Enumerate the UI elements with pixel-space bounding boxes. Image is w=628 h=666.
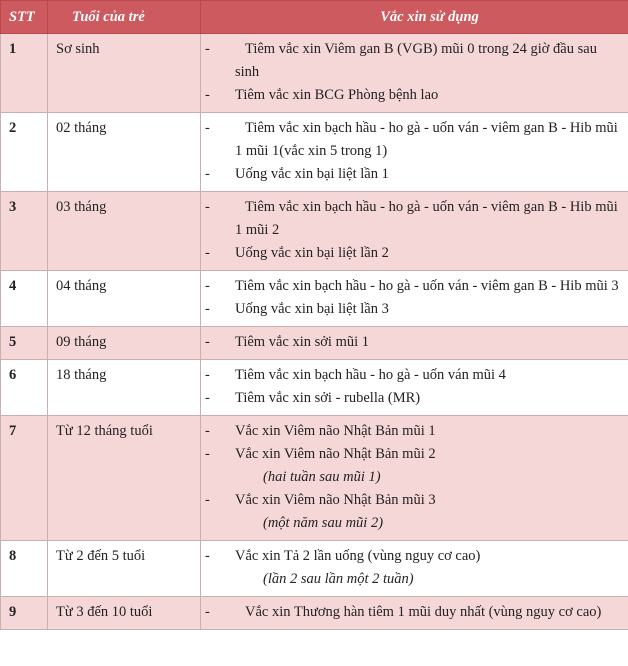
vaccine-text: Tiêm vắc xin bạch hầu - ho gà - uốn ván mũi 4: [235, 367, 506, 383]
table-row: [1, 327, 628, 360]
table-row: [1, 597, 628, 630]
row-age: Từ 2 đến 5 tuổi: [48, 541, 201, 597]
dash-bullet: -: [205, 390, 210, 406]
vaccine-text: Uống vắc xin bại liệt lần 1: [235, 166, 389, 182]
row-vaccines: [201, 327, 628, 360]
vaccine-text: Tiêm vắc xin sởi - rubella (MR): [235, 390, 421, 406]
vaccine-text: Vắc xin Tả 2 lần uống (vùng nguy cơ cao): [235, 548, 481, 564]
header-vaccine: Vắc xin sử dụng: [201, 1, 628, 34]
header-stt: STT: [1, 1, 48, 34]
vaccine-item: [205, 275, 622, 298]
row-stt: 6: [1, 360, 48, 416]
dash-bullet: -: [205, 334, 210, 350]
vaccine-note: (lần 2 sau lần một 2 tuần): [263, 571, 414, 587]
vaccine-item: [205, 420, 622, 443]
dash-bullet: -: [205, 166, 210, 182]
row-stt: 7: [1, 416, 48, 541]
vaccine-item: [205, 443, 622, 466]
row-vaccines: [201, 113, 628, 192]
vaccine-text: Tiêm vắc xin Viêm gan B (VGB) mũi 0 trong 24 giờ đầu sau sinh: [235, 41, 597, 80]
dash-bullet: -: [205, 199, 210, 215]
vaccine-text: Tiêm vắc xin bạch hầu - ho gà - uốn ván - viêm gan B - Hib mũi 1 mũi 2: [235, 199, 618, 238]
row-stt: 1: [1, 34, 48, 113]
vaccine-text: Uống vắc xin bại liệt lần 3: [235, 301, 389, 317]
header-age: Tuổi của trẻ: [48, 1, 201, 34]
vaccine-text: Tiêm vắc xin bạch hầu - ho gà - uốn ván - viêm gan B - Hib mũi 1 mũi 1(vắc xin 5 trong 1): [235, 120, 618, 159]
table-row: [1, 416, 628, 541]
vaccine-item: [205, 545, 622, 568]
table-row: [1, 360, 628, 416]
row-stt: 4: [1, 271, 48, 327]
row-vaccines: [201, 360, 628, 416]
row-age: 02 tháng: [48, 113, 201, 192]
dash-bullet: -: [205, 492, 210, 508]
vaccine-text: Tiêm vắc xin BCG Phòng bệnh lao: [235, 87, 439, 103]
table-body: [1, 34, 628, 630]
row-age: Từ 3 đến 10 tuổi: [48, 597, 201, 630]
dash-bullet: -: [205, 367, 210, 383]
dash-bullet: -: [205, 604, 210, 620]
row-vaccines: [201, 416, 628, 541]
vaccine-item: [205, 489, 622, 512]
table-row: [1, 34, 628, 113]
dash-bullet: -: [205, 423, 210, 439]
vaccine-item: [205, 163, 622, 186]
vaccine-item: [205, 601, 622, 624]
row-age: 03 tháng: [48, 192, 201, 271]
vaccine-item: [205, 298, 622, 321]
row-vaccines: [201, 34, 628, 113]
table-row: [1, 192, 628, 271]
table-row: [1, 271, 628, 327]
vaccine-item: [205, 387, 622, 410]
vaccine-item: [205, 38, 622, 84]
dash-bullet: -: [205, 301, 210, 317]
vaccine-item: [205, 242, 622, 265]
table-row: [1, 113, 628, 192]
row-vaccines: [201, 597, 628, 630]
dash-bullet: -: [205, 548, 210, 564]
row-age: Sơ sinh: [48, 34, 201, 113]
vaccine-text: Vắc xin Viêm não Nhật Bản mũi 2: [235, 446, 436, 462]
vaccine-item: [205, 196, 622, 242]
row-age: 09 tháng: [48, 327, 201, 360]
row-stt: 5: [1, 327, 48, 360]
row-vaccines: [201, 271, 628, 327]
dash-bullet: -: [205, 245, 210, 261]
vaccine-note: (một năm sau mũi 2): [263, 515, 384, 531]
vaccine-item: [205, 364, 622, 387]
row-vaccines: [201, 192, 628, 271]
row-age: Từ 12 tháng tuổi: [48, 416, 201, 541]
vaccine-text: Tiêm vắc xin bạch hầu - ho gà - uốn ván - viêm gan B - Hib mũi 3: [235, 278, 619, 294]
vaccine-text: Vắc xin Thương hàn tiêm 1 mũi duy nhất (vùng nguy cơ cao): [245, 604, 602, 620]
row-stt: 8: [1, 541, 48, 597]
row-vaccines: [201, 541, 628, 597]
row-stt: 9: [1, 597, 48, 630]
vaccine-text: Vắc xin Viêm não Nhật Bản mũi 3: [235, 492, 436, 508]
row-stt: 3: [1, 192, 48, 271]
vaccine-text: Tiêm vắc xin sởi mũi 1: [235, 334, 370, 350]
table-header-row: [1, 1, 628, 34]
dash-bullet: -: [205, 87, 210, 103]
dash-bullet: -: [205, 446, 210, 462]
vaccine-item: [205, 117, 622, 163]
dash-bullet: -: [205, 120, 210, 136]
table-row: [1, 541, 628, 597]
vaccine-note: (hai tuần sau mũi 1): [263, 469, 381, 485]
row-age: 04 tháng: [48, 271, 201, 327]
row-stt: 2: [1, 113, 48, 192]
vaccine-item: [205, 331, 622, 354]
dash-bullet: -: [205, 41, 210, 57]
vaccine-text: Vắc xin Viêm não Nhật Bản mũi 1: [235, 423, 436, 439]
vaccine-item: [205, 84, 622, 107]
vaccine-text: Uống vắc xin bại liệt lần 2: [235, 245, 389, 261]
dash-bullet: -: [205, 278, 210, 294]
row-age: 18 tháng: [48, 360, 201, 416]
